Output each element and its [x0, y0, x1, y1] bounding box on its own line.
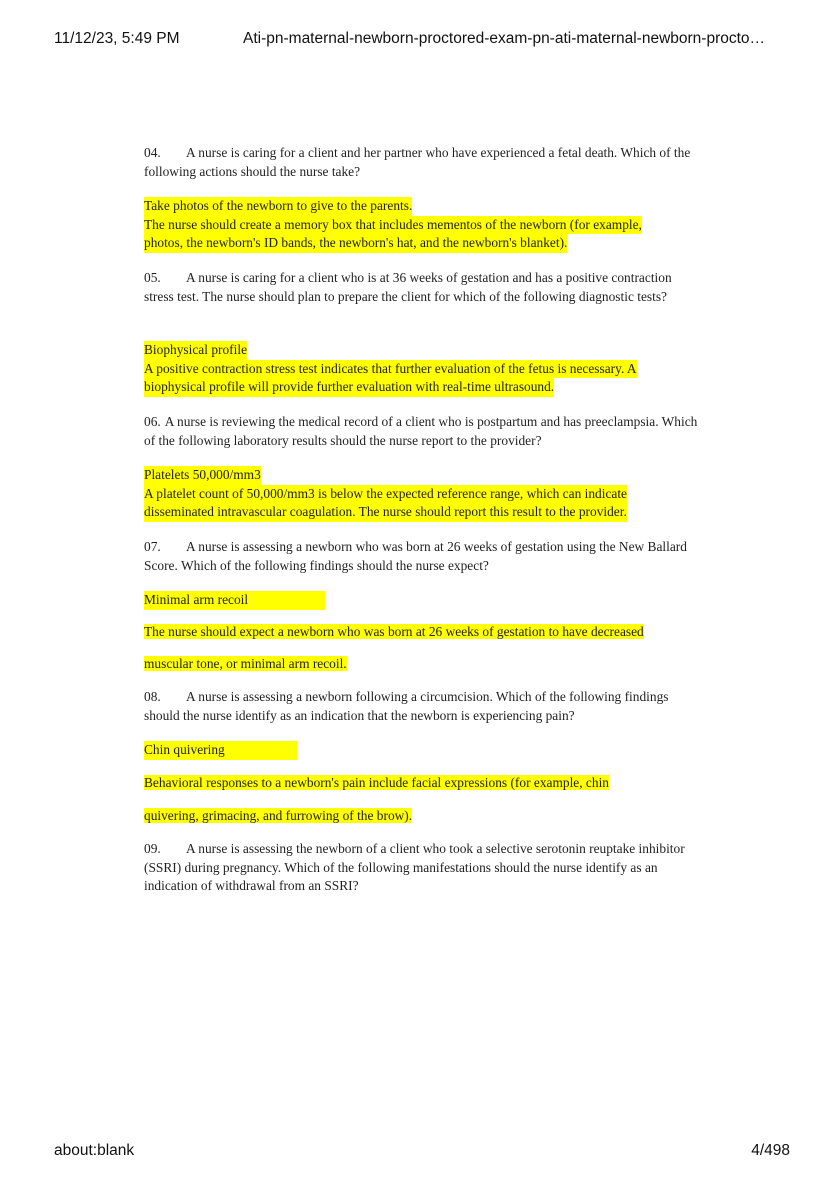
answer-block-05 [144, 341, 637, 397]
document-title: Ati-pn-maternal-newborn-proctored-exam-pn-ati-maternal-newborn-procto… [243, 30, 766, 47]
question-text: A nurse is assessing a newborn who was born at 26 weeks of gestation using the New Ballard Score. Which of the following findings should the nurse expect? [144, 539, 687, 573]
rationale-line: The nurse should create a memory box that includes mementos of the newborn (for example, [144, 216, 642, 235]
question-number: 06. [144, 414, 161, 429]
question-06 [144, 413, 699, 450]
answer-block-06 [144, 466, 627, 522]
answer: Take photos of the newborn to give to the parents. [144, 197, 412, 216]
question-text: A nurse is assessing a newborn following a circumcision. Which of the following findings should the nurse identify as an indication that the newborn is experiencing pain? [144, 689, 669, 723]
question-07 [144, 538, 699, 575]
rationale-line: biophysical profile will provide further evaluation with real-time ultrasound. [144, 378, 554, 397]
rationale-line: photos, the newborn's ID bands, the newborn's hat, and the newborn's blanket). [144, 234, 567, 253]
question-05 [144, 269, 699, 306]
print-datetime: 11/12/23, 5:49 PM [54, 30, 180, 47]
answer: Biophysical profile [144, 341, 247, 360]
rationale-line: muscular tone, or minimal arm recoil. [144, 656, 347, 671]
rationale-line: A positive contraction stress test indicates that further evaluation of the fetus is necessary. A [144, 360, 637, 379]
page-url: about:blank [54, 1142, 135, 1159]
answer-08: Chin quivering [144, 741, 297, 760]
question-number: 05. [144, 270, 161, 285]
question-text: A nurse is caring for a client who is at 36 weeks of gestation and has a positive contraction stress test. The nurse should plan to prepare the client for which of the following diagnostic tests? [144, 270, 672, 304]
answer: Platelets 50,000/mm3 [144, 466, 261, 485]
page-counter: 4/498 [751, 1142, 790, 1159]
question-04 [144, 144, 699, 181]
rationale-line: Behavioral responses to a newborn's pain include facial expressions (for example, chin [144, 775, 609, 790]
answer-block-04 [144, 197, 642, 253]
answer-07: Minimal arm recoil [144, 591, 325, 610]
rationale-line: disseminated intravascular coagulation. The nurse should report this result to the provider. [144, 503, 627, 522]
question-08 [144, 688, 699, 725]
rationale-line: A platelet count of 50,000/mm3 is below the expected reference range, which can indicate [144, 485, 627, 504]
question-text: A nurse is assessing the newborn of a client who took a selective serotonin reuptake inhibitor (SSRI) during pregnancy. Which of the following manifestations should the nurse identify as an indication of withdrawal from an SSRI? [144, 841, 685, 893]
question-number: 08. [144, 689, 161, 704]
question-number: 07. [144, 539, 161, 554]
question-text: A nurse is reviewing the medical record of a client who is postpartum and has preeclampsia. Which of the following laboratory results should the nurse report to the provider? [144, 414, 698, 448]
question-number: 09. [144, 841, 161, 856]
question-number: 04. [144, 145, 161, 160]
rationale-line: quivering, grimacing, and furrowing of the brow). [144, 808, 413, 823]
rationale-line: The nurse should expect a newborn who was born at 26 weeks of gestation to have decreased [144, 624, 644, 639]
question-09 [144, 840, 699, 896]
question-text: A nurse is caring for a client and her partner who have experienced a fetal death. Which of the following actions should the nurse take? [144, 145, 691, 179]
